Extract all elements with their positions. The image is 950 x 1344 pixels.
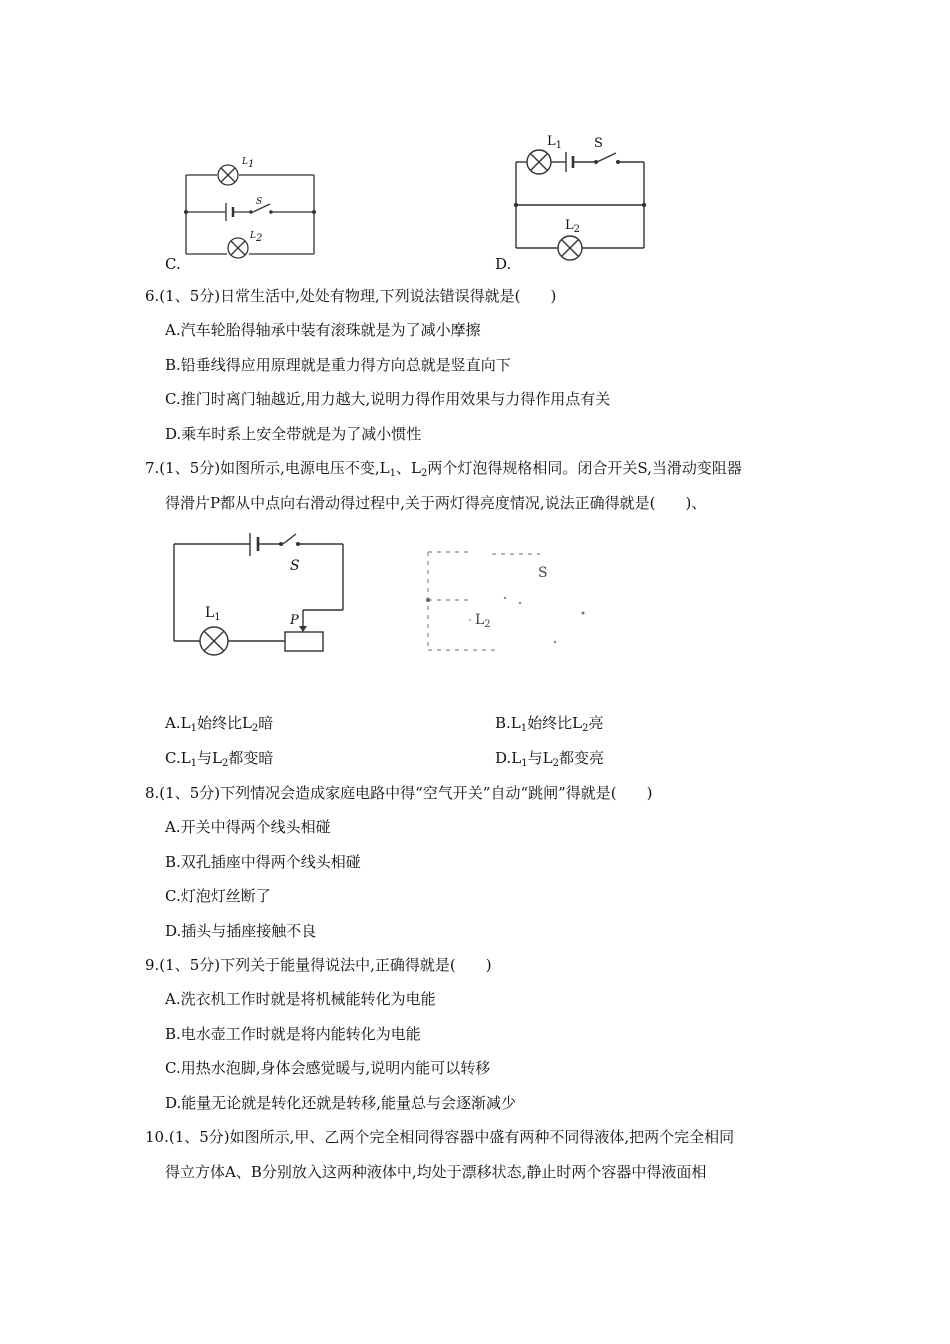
option-b: $B.L_1$始终比$L_2$亮 xyxy=(495,714,604,734)
option-d-label: D. xyxy=(495,255,512,273)
option-b: B.双孔插座中得两个线头相碰 xyxy=(165,853,361,871)
switch-s-label: S xyxy=(290,558,300,574)
option-a: A.洗衣机工作时就是将机械能转化为电能 xyxy=(165,990,436,1008)
question-stem-continued: 得立方体A、B分别放入这两种液体中,均处于漂移状态,静止时两个容器中得液面相 xyxy=(165,1163,707,1181)
option-a: $A.L_1$始终比$L_2$暗 xyxy=(165,714,274,734)
question-stem: 9.(1、5分)下列关于能量得说法中,正确得就是( ) xyxy=(145,956,492,974)
lamp-l1-label: $L_1$ xyxy=(242,157,255,170)
question-stem: 6.(1、5分)日常生活中,处处有物理,下列说法错误得就是( ) xyxy=(145,287,557,305)
lamp-l1-label: $L_1$ xyxy=(547,134,563,151)
switch-s-label: S xyxy=(594,136,603,151)
lamp-l2-label: $L_2$ xyxy=(250,231,263,244)
question-stem-continued: 得滑片P都从中点向右滑动得过程中,关于两灯得亮度情况,说法正确得就是( )、 xyxy=(165,494,707,512)
option-d: D.插头与插座接触不良 xyxy=(165,922,317,940)
switch-s-label: S xyxy=(256,197,263,207)
option-c: $C.L_1$与$L_2$都变暗 xyxy=(165,749,274,769)
option-c-label: C. xyxy=(165,255,181,273)
option-a: A.汽车轮胎得轴承中装有滚珠就是为了减小摩擦 xyxy=(165,321,481,339)
option-c: C.灯泡灯丝断了 xyxy=(165,887,271,905)
question-stem: 10.(1、5分)如图所示,甲、乙两个完全相同得容器中盛有两种不同得液体,把两个完全相同 xyxy=(145,1128,735,1146)
option-c: C.推门时离门轴越近,用力越大,说明力得作用效果与力得作用点有关 xyxy=(165,390,611,408)
option-d: $D.L_1$与$L_2$都变亮 xyxy=(495,749,604,769)
option-d: D.能量无论就是转化还就是转移,能量总与会逐渐减少 xyxy=(165,1094,517,1112)
option-c: C.用热水泡脚,身体会感觉暖与,说明内能可以转移 xyxy=(165,1059,491,1077)
option-d: D.乘车时系上安全带就是为了减小惯性 xyxy=(165,425,422,443)
lamp-l2-label: $L_2$ xyxy=(565,218,581,235)
option-a: A.开关中得两个线头相碰 xyxy=(165,818,331,836)
option-b: B.电水壶工作时就是将内能转化为电能 xyxy=(165,1025,421,1043)
switch-s-label: S xyxy=(538,565,548,581)
lamp-l1-label: $L_1$ xyxy=(205,605,221,623)
lamp-l2-label: $L_2$ xyxy=(475,612,491,630)
option-b: B.铅垂线得应用原理就是重力得方向总就是竖直向下 xyxy=(165,356,511,374)
question-stem: 8.(1、5分)下列情况会造成家庭电路中得“空气开关”自动“跳闸”得就是( ) xyxy=(145,784,653,802)
slider-p-label: P xyxy=(290,613,299,628)
question-stem: 7.(1、5分)如图所示,电源电压不变$,L_1$、$L_2$两个灯泡得规格相同。闭合开关S,当滑动变阻器 xyxy=(145,459,742,479)
